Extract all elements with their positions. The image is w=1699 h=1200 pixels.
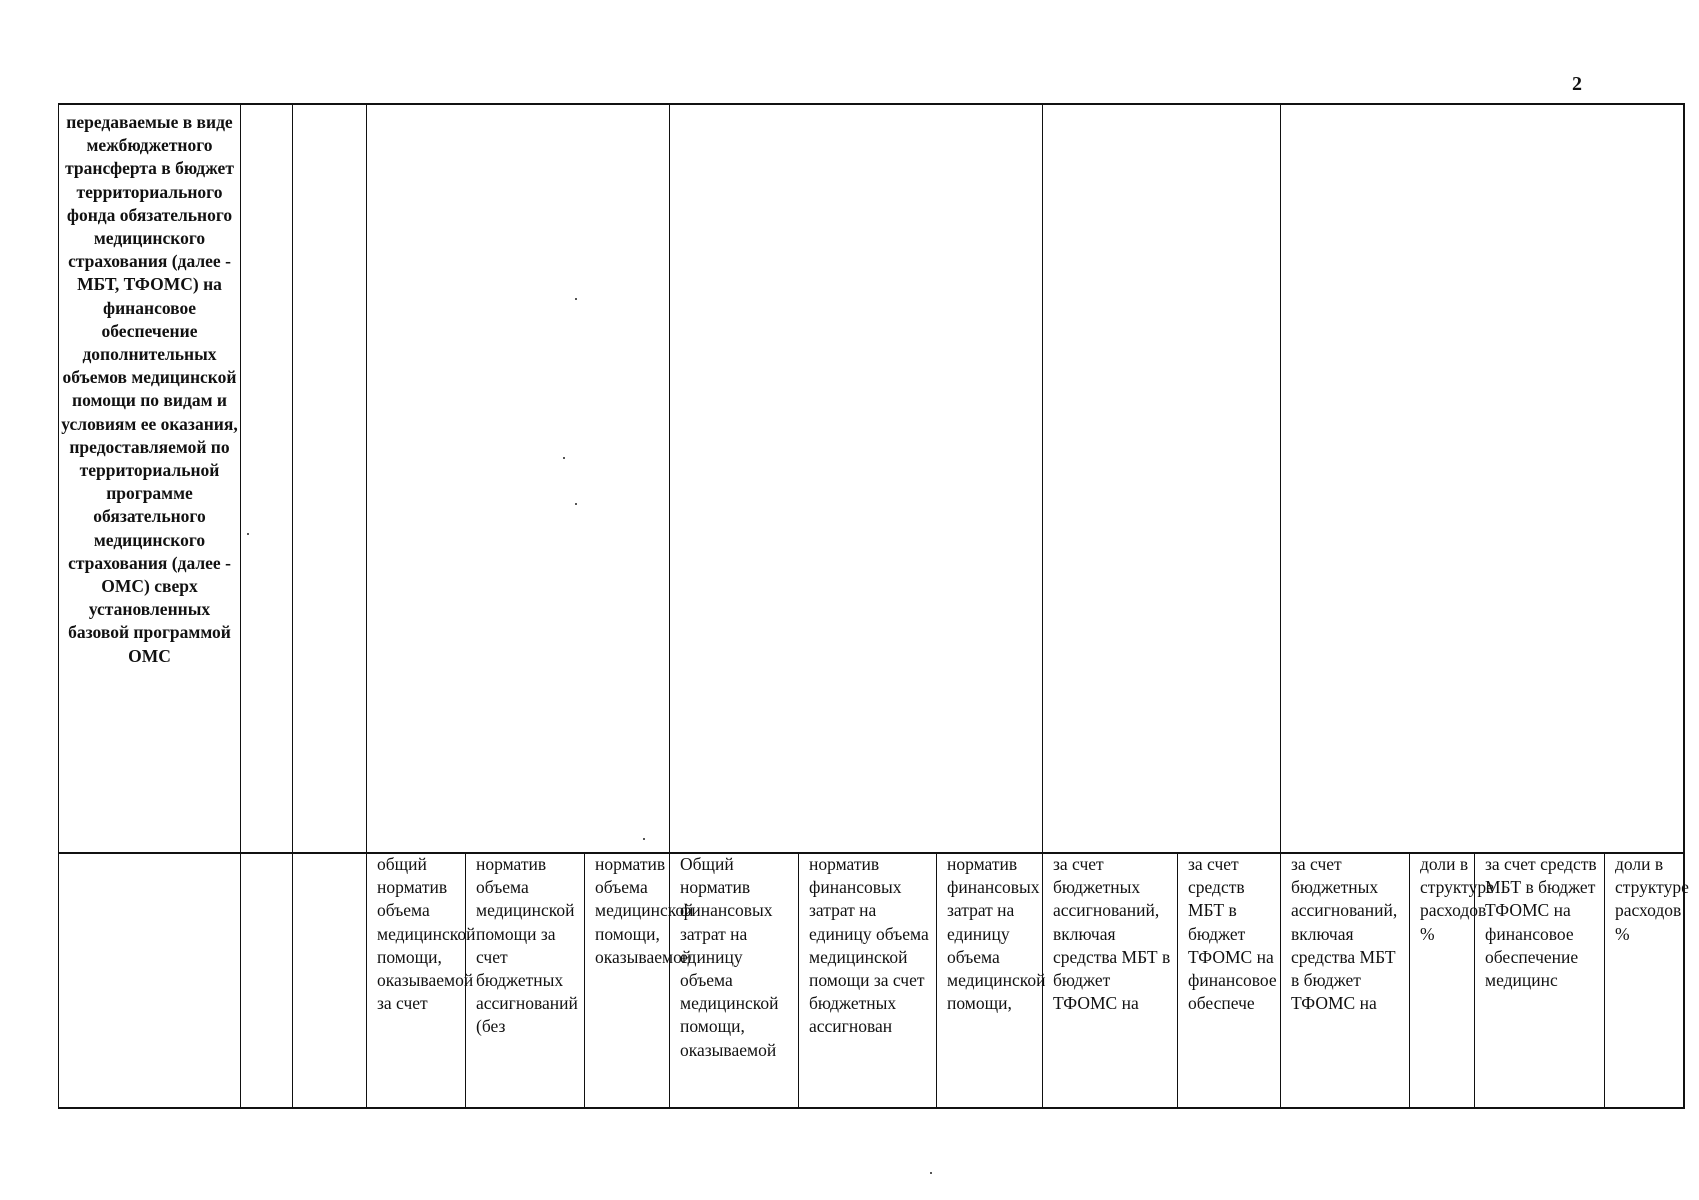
empty-cell <box>669 103 1042 854</box>
column-header: за счет бюджетных ассигнований, включая средства МБТ в бюджет ТФОМС на <box>1042 852 1177 1109</box>
column-header: доли в структуре расходов % <box>1409 852 1474 1109</box>
column-header: общий норматив объема медицинской помощи, оказываемой за счет <box>366 852 465 1109</box>
empty-cell <box>58 852 240 1109</box>
column-header: норматив объема медицинской помощи за счет бюджетных ассигнований (без <box>465 852 584 1109</box>
column-header: норматив финансовых затрат на единицу объема медицинской помощи за счет бюджетных ассигнован <box>798 852 936 1109</box>
column-header: Общий норматив финансовых затрат на единицу объема медицинской помощи, оказываемой <box>669 852 798 1109</box>
empty-cell <box>240 103 292 854</box>
empty-cell <box>1042 103 1280 854</box>
scan-speck <box>247 533 249 535</box>
scan-speck <box>930 1172 932 1174</box>
page-number: 2 <box>1572 73 1582 95</box>
scan-speck <box>563 457 565 459</box>
empty-cell <box>1280 103 1685 854</box>
scan-speck <box>575 503 577 505</box>
row-label-cell <box>58 103 240 854</box>
scan-speck <box>575 298 577 300</box>
column-header: за счет средств МБТ в бюджет ТФОМС на финансовое обеспечение медицинс <box>1474 852 1604 1109</box>
empty-cell <box>292 852 366 1109</box>
empty-cell <box>240 852 292 1109</box>
row-label-text: передаваемые в виде межбюджетного трансферта в бюджет территориального фонда обязательного медицинского страхования (далее - МБТ, ТФОМС) на финансовое обеспечение дополнительных объемов медицинской помощи по видам и условиям ее оказания, предоставляемой по территориальной программе обязательного медицинского страхования (далее - ОМС) сверх установленных базовой программой ОМС <box>61 112 238 666</box>
empty-cell <box>366 103 669 854</box>
column-header: за счет бюджетных ассигнований, включая средства МБТ в бюджет ТФОМС на <box>1280 852 1409 1109</box>
column-header: доли в структуре расходов % <box>1604 852 1685 1109</box>
scan-speck <box>643 838 645 840</box>
empty-cell <box>292 103 366 854</box>
column-header: норматив финансовых затрат на единицу объема медицинской помощи, <box>936 852 1042 1109</box>
column-header: за счет средств МБТ в бюджет ТФОМС на финансовое обеспече <box>1177 852 1280 1109</box>
column-header: норматив объема медицинской помощи, оказываемой <box>584 852 669 1109</box>
